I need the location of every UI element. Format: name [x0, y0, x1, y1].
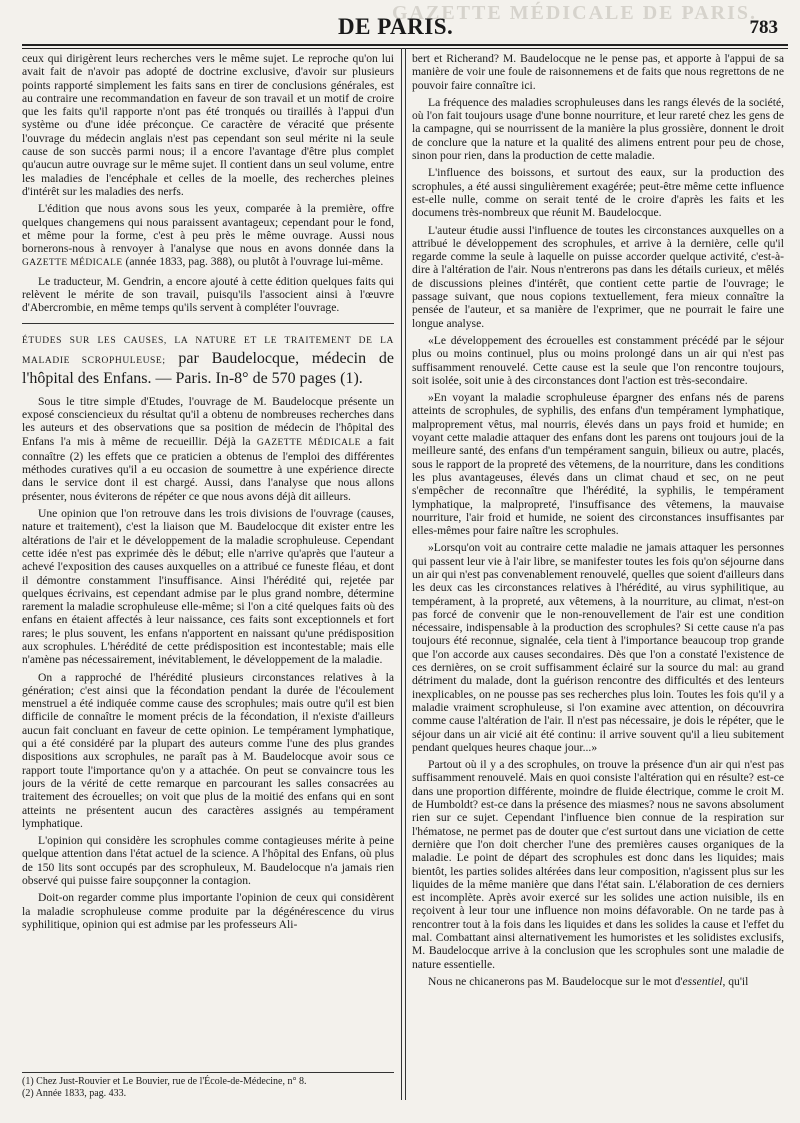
journal-name: GAZETTE MÉDICALE [22, 258, 123, 269]
running-head [0, 14, 800, 44]
page-title: DE PARIS. [338, 14, 454, 39]
paragraph: Partout où il y a des scrophules, on trouve la présence d'un air qui n'est pas suffisamment renouvelé. Mais en quoi consiste l'altération qui en résulte? est-ce dans une proportion différente, moindre de fluide électrique, comme le croit M. de Humboldt? est-ce dans la présence des miasmes? nous ne savons absolument rien sur ce sujet. Cependant l'influence bien connue de la respiration sur l'hématose, ne permet pas de douter que c'est surtout dans une viciation de cette dernière que l'on doit chercher l'une des premières causes organiques de la maladie. Le point de départ des scrophules est donc dans les liquides; mais bientôt, les parties solides altérées dans leur composition, n'agissent plus sur les liquides de la même manière que dans l'état sain. L'élaboration de ces derniers est incomplète. Après avoir exercé sur les solides une action nuisible, ils en reçoivent à leur tour une influence non moins défavorable. On ne tarde pas à rencontrer tout à la fois dans les liquides et dans les solides la cause et l'effet du mal. Combattant ainsi alternativement les humoristes et les solidistes exclusifs, M. Baudelocque arrive à la conclusion que les scrophules sont une maladie de nature essentielle. [412, 758, 784, 971]
text-run: , qu'il [722, 974, 749, 988]
paragraph: L'influence des boissons, et surtout des eaux, sur la production des scrophules, a été aussi singulièrement exagérée; peut-être même cette influence est-elle nulle, comme on serait tenté de le croire d'après les faits et les documens très-nombreux que réunit M. Baudelocque. [412, 166, 784, 220]
quote-paragraph: »Lorsqu'on voit au contraire cette maladie ne jamais attaquer les personnes qui passent leur vie à l'air libre, se manifester toutes les fois qu'on séjourne dans un air qui n'est pas convenablement renouvelé, quelles que soient d'ailleurs dans les deux cas les circonstances relatives à l'hérédité, au virus syphilitique, au tempérament, à la propreté, aux vêtemens, à la nourriture, au climat, n'est-on pas forcé de convenir que le non-renouvellement de l'air est une condition nécessaire, indispensable à la production des scrophules? Si cette cause n'a pas toujours été reconnue, signalée, cela tient à l'importance beaucoup trop grande que l'on accorde aux causes secondaires. Dès que l'on a constaté l'existence de ces dernières, on se croit suffisamment éclairé sur la source du mal: au grand détriment du malade, dont la guérison rencontre des difficultés et des lenteurs inexplicables, on ne pousse pas ses recherches plus loin. Toutes les fois qu'il y a maladie vraiment scrophuleuse, si l'on examine avec attention, on découvrira comme cause l'altération de l'air. Il n'est pas nécessaire, je dois le répéter, que le séjour dans un air vicié ait été continu: il arrive souvent qu'il a lieu subitement pendant quelques heures chaque jour...» [412, 541, 784, 754]
emphasis: essentiel [682, 974, 723, 988]
text-run: (année 1833, pag. 388), ou plutôt à l'ouvrage lui-même. [122, 255, 384, 269]
article-heading [22, 330, 394, 387]
journal-name: GAZETTE MÉDICALE [256, 437, 361, 448]
paragraph: Doit-on regarder comme plus importante l'opinion de ceux qui considèrent la maladie scrophuleuse comme produite par la dégénérescence du virus syphilitique, opinion qui est admise par les professeurs Ali- [22, 891, 394, 931]
text-run: Nous ne chicanerons pas M. Baudelocque sur le mot d' [428, 974, 683, 988]
paragraph [412, 975, 784, 988]
article-title-caps: ÉTUDES SUR LES CAUSES, LA NATURE ET LE TRAITEMENT DE LA MALADIE SCROPHULEUSE; [22, 335, 394, 366]
paragraph: La fréquence des maladies scrophuleuses dans les rangs élevés de la société, où l'on fait toujours usage d'une bonne nourriture, et leur rareté chez les gens de la campagne, qui se nourrissent de la manière la plus grossière, donnent le droit de conclure que la nature et la qualité des alimens entrent pour peu de chose, sinon pour rien, dans la production de cette maladie. [412, 95, 784, 163]
paragraph: Une opinion que l'on retrouve dans les trois divisions de l'ouvrage (causes, nature et traitement), c'est la liaison que M. Baudelocque dit exister entre les altérations de l'air et le développement de la maladie scrophuleuse. Cependant cette idée n'est pas exprimée dès le début; elle n'arrive qu'après que l'auteur a achevé l'exposition des causes auxquelles on a attribué ce funeste fléau, et dont il démontre constamment l'insuffisance. Ainsi l'hérédité qui, rejetée par quelques écrivains, est cependant admise par le plus grand nombre, détermine rarement la maladie scrophuleuse elle-même; si l'on a cité quelques faits où des enfans en étaient affectés à leur naissance, ces faits sont exceptionnels et fort rares; le plus souvent, les enfans n'apportent en naissant qu'une prédisposition aux scrophules. L'hérédité de cette prédisposition est incontestable; mais elle n'amène pas nécessairement, inévitablement, le développement de la maladie. [22, 507, 394, 667]
quote-paragraph: »En voyant la maladie scrophuleuse épargner des enfans nés de parens atteints de scrophules, de syphilis, des enfans d'un tempérament lymphatique, malproprement vêtus, mal nourris, élevés dans un pays froid et humide; en voyant cette maladie attaquer des enfans dont les parens ont toujours joui de la meilleure santé, des enfans d'un tempérament sanguin, bilieux ou autre, placés, sous le rapport de la propreté des vêtemens, de la nourriture, dans les conditions les plus avantageuses, élevés dans un climat chaud et sec, on ne peut s'empêcher de reconnaître que l'hérédité, la syphilis, le tempérament lymphatique, la malpropreté, l'insuffisance des vêtemens, la mauvaise nourriture, l'air froid et humide, ne soient des circonstances insuffisantes par elles-mêmes pour faire naître les scrophules. [412, 391, 784, 538]
page-number: 783 [749, 17, 778, 38]
footnote-1: (1) Chez Just-Rouvier et Le Bouvier, rue de l'École-de-Médecine, n° 8. [22, 1076, 307, 1087]
paragraph: L'opinion qui considère les scrophules comme contagieuses mérite à peine quelque attention dans l'état actuel de la science. A l'hôpital des Enfans, où plus de 150 lits sont occupés par des scrophuleux, M. Baudelocque n'a jamais rien observé qui puisse faire soupçonner la contagion. [22, 834, 394, 888]
left-column [22, 52, 394, 1082]
quote-paragraph: «Le développement des écrouelles est constamment précédé par le séjour plus ou moins continuel, plus ou moins prolongé dans un air qui n'est pas suffisamment renouvelé. Cette cause est la seule que l'on rencontre toujours, soit isolée, soit unie à des circonstances dont l'action est très-secondaire. [412, 333, 784, 387]
footnote-2: (2) Année 1833, pag. 433. [22, 1088, 127, 1099]
text-run: L'édition que nous avons sous les yeux, comparée à la première, offre quelques changemens qui nous paraissent avantageux; cependant pour le fond, et même pour la forme, c'est à peu près le même ouvrage. Aussi nous bornerons-nous à renvoyer à l'analyse que nous en avons donnée dans la [22, 202, 394, 256]
paragraph: Le traducteur, M. Gendrin, a encore ajouté à cette édition quelques faits qui relèvent le mérite de son travail, puisqu'ils l'associent ainsi à l'œuvre d'Abercrombie, en même temps qu'ils servent à compléter l'ouvrage. [22, 274, 394, 315]
paragraph: bert et Richerand? M. Baudelocque ne le pense pas, et apporte à l'appui de sa manière de voir une foule de raisonnemens et de faits que nous regrettons de ne pouvoir faire connaître ici. [412, 52, 784, 92]
column-separator [401, 48, 406, 1100]
paragraph [22, 395, 394, 503]
paragraph: On a rapproché de l'hérédité plusieurs circonstances relatives à la génération; c'est ainsi que la fécondation pendant la durée de l'écoulement menstruel a été indiquée comme cause des scrophules; mais outre qu'il est bien difficile de connaître le moment précis de la fécondation, il n'existe d'ailleurs aucun fait concluant en faveur de cette opinion. Le tempérament lymphatique, qui a été considéré par la plupart des auteurs comme l'une des plus grandes dispositions aux scrophules, ne paraît pas à M. Baudelocque avoir sous ce rapport toute l'importance qu'on y a attachée. On peut se convaincre tous les jours de la vérité de cette remarque en parcourant les salles consacrées au traitement des écrouelles; on voit que plus de la moitié des enfans qui en sont atteints ne présentent aucun des caractères assignés au tempérament lymphatique. [22, 670, 394, 830]
section-divider [22, 323, 394, 324]
footnotes [22, 1072, 394, 1100]
show-through-text: GAZETTE MÉDICALE DE PARIS. [392, 2, 758, 24]
right-column [412, 52, 784, 1082]
article-title-rest: par Baudelocque, médecin de l'hôpital des Enfans. — Paris. In-8° de 570 pages (1). [22, 349, 394, 387]
paragraph: ceux qui dirigèrent leurs recherches vers le même sujet. Le reproche qu'on lui avait fait de n'avoir pas adopté de doctrine exclusive, d'avoir sur plusieurs points rapporté simplement les faits sans en tirer de conclusions générales, est au contraire une recommandation en faveur de son travail et un motif de croire que les faits qu'il rapporte n'ont pas été tronqués ou tiraillés à l'appui d'un système ou d'une idée préconçue. Ce caractère de véracité que présente l'ouvrage du médecin anglais n'est pas cependant son seul mérite ni la seule cause de son succès parmi nous; il a encore l'avantage d'être plus complet qu'aucun autre ouvrage sur le même sujet. Il contient dans un seul volume, entre les maladies de l'encéphale et celles de la moelle, des recherches pleines d'intérêt sur les maladies des nerfs. [22, 52, 394, 198]
paragraph [22, 202, 394, 270]
paragraph: L'auteur étudie aussi l'influence de toutes les circonstances auxquelles on a attribué le développement des scrophules, et arrive à la dernière, celle qu'il regarde comme la seule à laquelle on puisse accorder quelque activité, c'est-à-dire à l'altération de l'air. Nous n'entrerons pas dans les détails curieux, et mêlés de discussions pleines d'intérêt, que contient cette partie de l'ouvrage; le passage suivant, que nous copions textuellement, fera mieux connaître la pensée de l'auteur, et sa manière de l'exprimer, que ne pourrait le faire une longue analyse. [412, 223, 784, 330]
text-run: a fait connaître (2) les effets que ce praticien a obtenus de l'emploi des différentes méthodes curatives qu'il a eu occasion de soumettre à une expérience directe dans le service dont il est chargé. Aussi, dans l'analyse que nous allons présenter, nous éviterons de répéter ce que nous avons déjà dit ailleurs. [22, 434, 394, 503]
text-run: Sous le titre simple d'Etudes, l'ouvrage de M. Baudelocque présente un exposé consciencieux du résultat qu'il a obtenu de nombreuses recherches dans les auteurs et des observations que sa position de médecin de l'hôpital des Enfans l'a mis à même de recueillir. Déjà la [22, 394, 394, 448]
